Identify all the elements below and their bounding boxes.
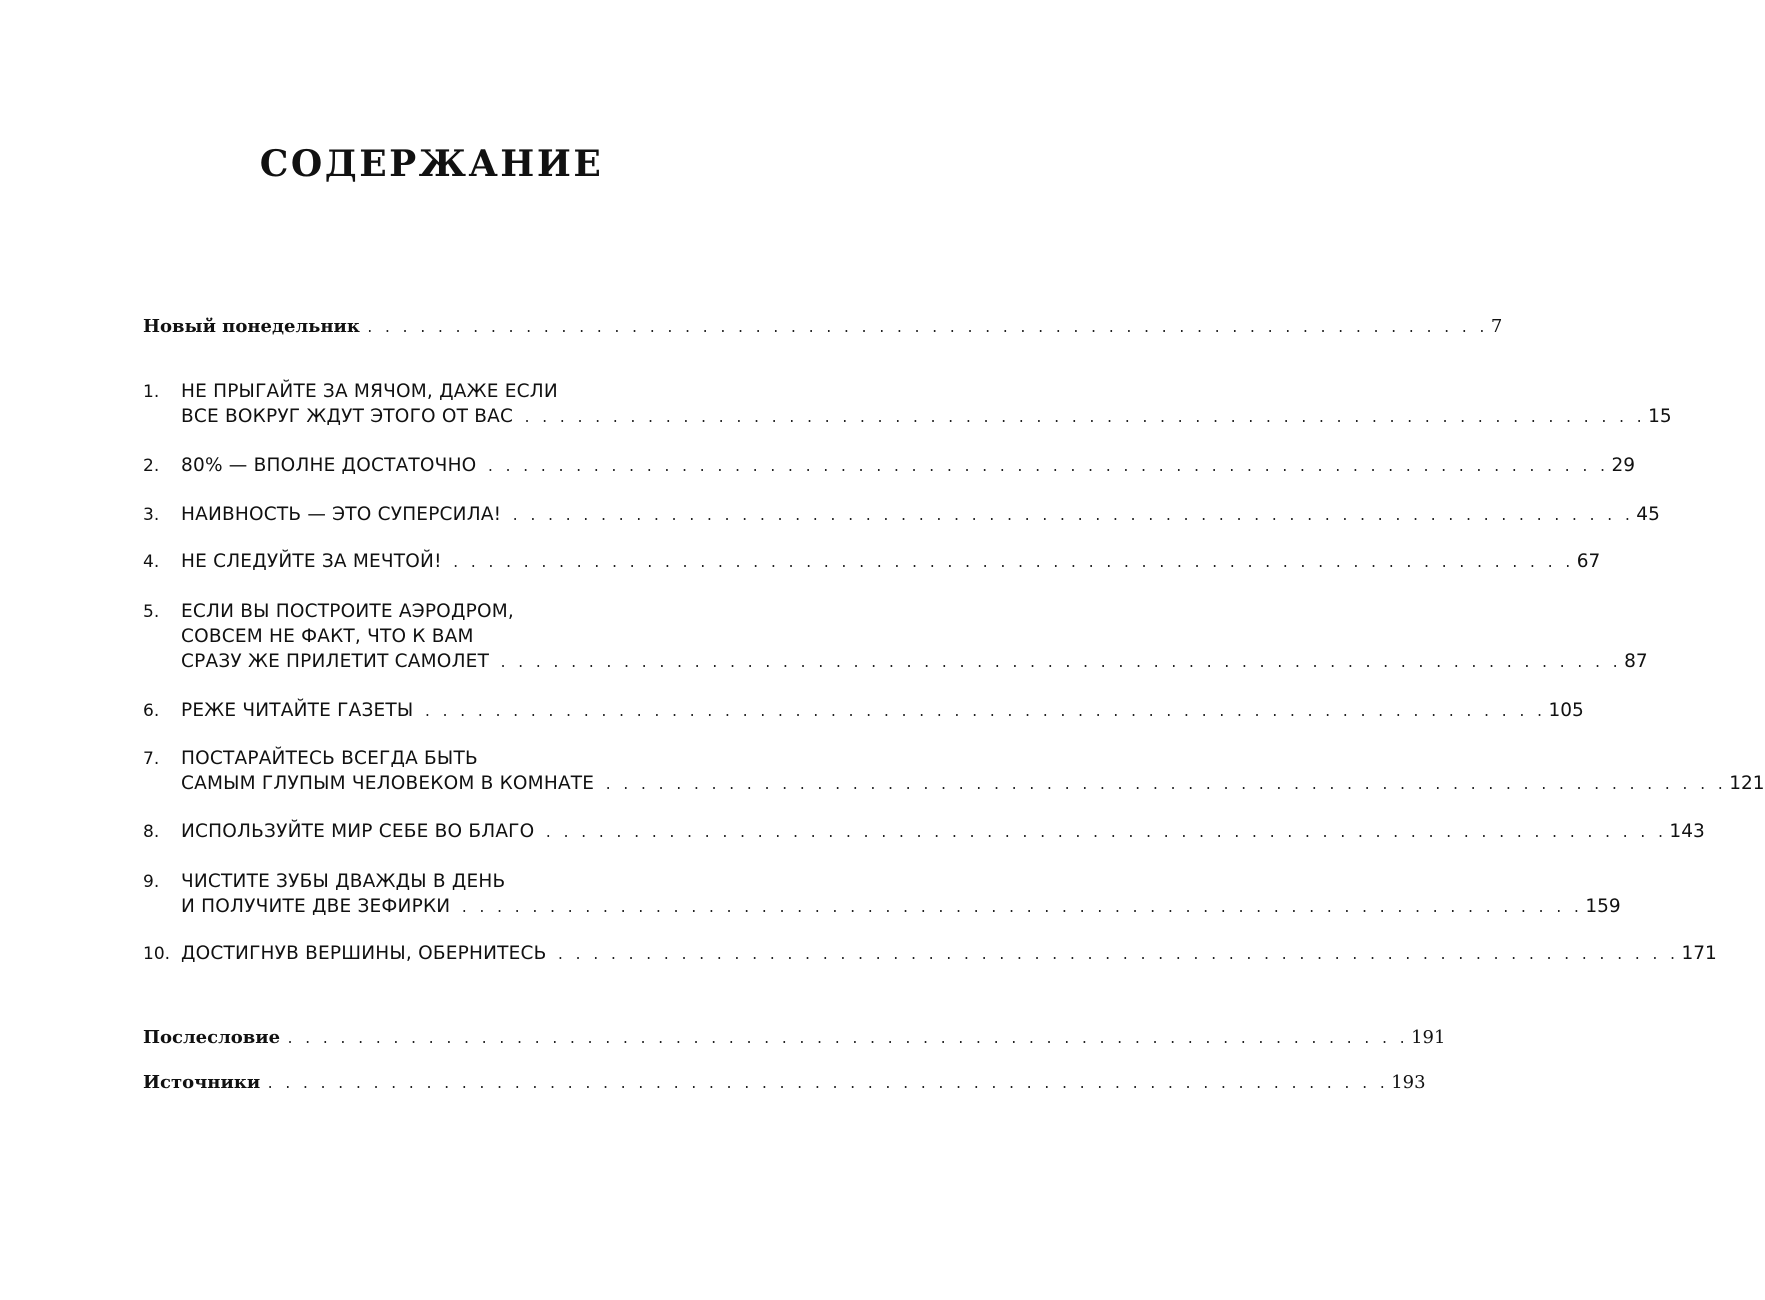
chapter-title: РЕЖЕ ЧИТАЙТЕ ГАЗЕТЫ xyxy=(181,700,414,721)
dot-leader: . . . . . . . . . . . . . . . . . . . . . . . . . . . . . . . . . . . . . . . . . . . . . . . . . . . . . . . . . . . . . . . . xyxy=(511,509,1633,524)
toc-line xyxy=(143,502,1660,527)
chapter-title: ПОСТАРАЙТЕСЬ ВСЕГДА БЫТЬ xyxy=(181,748,478,769)
dot-leader: . . . . . . . . . . . . . . . . . . . . . . . . . . . . . . . . . . . . . . . . . . . . . . . . . . . . . . . . . . . . . . . . xyxy=(486,460,1608,475)
chapter-number: 5. xyxy=(143,602,160,622)
page-number: 67 xyxy=(1576,551,1601,572)
chapter-title: НАИВНОСТЬ — ЭТО СУПЕРСИЛА! xyxy=(181,504,502,525)
chapter-title: ИСПОЛЬЗУЙТЕ МИР СЕБЕ ВО БЛАГО xyxy=(181,821,535,842)
entry-label: Новый понедельник xyxy=(143,316,360,337)
toc-entry-chapter[interactable] xyxy=(143,819,1705,844)
toc-entry-chapter[interactable] xyxy=(143,379,1672,429)
chapter-title: ВСЕ ВОКРУГ ЖДУТ ЭТОГО ОТ ВАС xyxy=(181,406,514,427)
page-title: СОДЕРЖАНИЕ xyxy=(259,143,604,185)
dot-leader: . . . . . . . . . . . . . . . . . . . . . . . . . . . . . . . . . . . . . . . . . . . . . . . . . . . . . . . . . . . . . . . . xyxy=(423,705,1545,720)
dot-leader: . . . . . . . . . . . . . . . . . . . . . . . . . . . . . . . . . . . . . . . . . . . . . . . . . . . . . . . . . . . . . . . . xyxy=(451,556,1573,571)
chapter-number: 4. xyxy=(143,552,160,572)
chapter-number: 10. xyxy=(143,944,171,964)
chapter-title: ЕСЛИ ВЫ ПОСТРОИТЕ АЭРОДРОМ, xyxy=(181,601,514,622)
toc-line xyxy=(143,941,1717,966)
toc-entry-chapter[interactable] xyxy=(143,746,1765,796)
toc-line xyxy=(143,869,713,894)
chapter-number: 1. xyxy=(143,382,160,402)
toc-line xyxy=(143,404,1672,429)
toc-line xyxy=(143,746,713,771)
chapter-number: 2. xyxy=(143,456,160,476)
dot-leader: . . . . . . . . . . . . . . . . . . . . . . . . . . . . . . . . . . . . . . . . . . . . . . . . . . . . . . . . . . . . . . . . xyxy=(523,411,1645,426)
toc-line xyxy=(143,624,713,649)
toc-line xyxy=(143,771,1765,796)
toc-line xyxy=(143,698,1584,723)
chapter-title: 80% — ВПОЛНЕ ДОСТАТОЧНО xyxy=(181,455,477,476)
chapter-title: ЧИСТИТЕ ЗУБЫ ДВАЖДЫ В ДЕНЬ xyxy=(181,871,506,892)
page-number: 191 xyxy=(1411,1027,1446,1048)
chapter-number: 3. xyxy=(143,505,160,525)
page-number: 171 xyxy=(1681,943,1717,964)
dot-leader: . . . . . . . . . . . . . . . . . . . . . . . . . . . . . . . . . . . . . . . . . . . . . . . . . . . . . . . . . . . . . . . . xyxy=(266,1077,1388,1092)
toc-entry-chapter[interactable] xyxy=(143,599,1648,674)
entry-label: Послесловие xyxy=(143,1027,281,1048)
page-number: 159 xyxy=(1585,896,1621,917)
chapter-number: 9. xyxy=(143,872,160,892)
dot-leader: . . . . . . . . . . . . . . . . . . . . . . . . . . . . . . . . . . . . . . . . . . . . . . . . . . . . . . . . . . . . . . . . xyxy=(286,1032,1408,1047)
page-number: 45 xyxy=(1636,504,1660,525)
toc-entry-chapter[interactable] xyxy=(143,869,1621,919)
toc-entry-chapter[interactable] xyxy=(143,502,1660,527)
chapter-title: НЕ ПРЫГАЙТЕ ЗА МЯЧОМ, ДАЖЕ ЕСЛИ xyxy=(181,381,558,402)
chapter-title: ДОСТИГНУВ ВЕРШИНЫ, ОБЕРНИТЕСЬ xyxy=(181,943,547,964)
toc-line xyxy=(143,549,1601,574)
chapter-title: САМЫМ ГЛУПЫМ ЧЕЛОВЕКОМ В КОМНАТЕ xyxy=(181,773,595,794)
toc-line xyxy=(143,649,1648,674)
toc-line xyxy=(143,379,713,404)
page-number: 193 xyxy=(1391,1072,1426,1093)
toc-entry-chapter[interactable] xyxy=(143,549,1601,574)
dot-leader: . . . . . . . . . . . . . . . . . . . . . . . . . . . . . . . . . . . . . . . . . . . . . . . . . . . . . . . . . . . . . . . . xyxy=(499,656,1621,671)
page-number: 105 xyxy=(1548,700,1584,721)
dot-leader: . . . . . . . . . . . . . . . . . . . . . . . . . . . . . . . . . . . . . . . . . . . . . . . . . . . . . . . . . . . . . . . . xyxy=(365,321,1487,336)
dot-leader: . . . . . . . . . . . . . . . . . . . . . . . . . . . . . . . . . . . . . . . . . . . . . . . . . . . . . . . . . . . . . . . . xyxy=(544,826,1666,841)
toc-line xyxy=(143,314,1503,339)
page-number: 121 xyxy=(1729,773,1765,794)
page-number: 87 xyxy=(1624,651,1648,672)
toc-line xyxy=(143,894,1621,919)
page-number: 7 xyxy=(1490,316,1503,337)
toc-line xyxy=(143,1025,1446,1050)
toc-entry-chapter[interactable] xyxy=(143,941,1717,966)
entry-label: Источники xyxy=(143,1072,261,1093)
chapter-number: 8. xyxy=(143,822,160,842)
toc-line xyxy=(143,819,1705,844)
chapter-title: СОВСЕМ НЕ ФАКТ, ЧТО К ВАМ xyxy=(181,626,474,647)
page-number: 15 xyxy=(1648,406,1672,427)
page-number: 29 xyxy=(1611,455,1635,476)
dot-leader: . . . . . . . . . . . . . . . . . . . . . . . . . . . . . . . . . . . . . . . . . . . . . . . . . . . . . . . . . . . . . . . . xyxy=(460,901,1582,916)
page-number: 143 xyxy=(1669,821,1705,842)
chapter-title: НЕ СЛЕДУЙТЕ ЗА МЕЧТОЙ! xyxy=(181,551,442,572)
dot-leader: . . . . . . . . . . . . . . . . . . . . . . . . . . . . . . . . . . . . . . . . . . . . . . . . . . . . . . . . . . . . . . . . xyxy=(556,948,1678,963)
toc-line xyxy=(143,453,1635,478)
dot-leader: . . . . . . . . . . . . . . . . . . . . . . . . . . . . . . . . . . . . . . . . . . . . . . . . . . . . . . . . . . . . . . . . xyxy=(604,778,1726,793)
chapter-number: 6. xyxy=(143,701,160,721)
toc-entry-afterword[interactable] xyxy=(143,1025,1446,1050)
chapter-title: СРАЗУ ЖЕ ПРИЛЕТИТ САМОЛЕТ xyxy=(181,651,490,672)
toc-entry-chapter[interactable] xyxy=(143,453,1635,478)
toc-entry-intro[interactable] xyxy=(143,314,1503,339)
chapter-title: И ПОЛУЧИТЕ ДВЕ ЗЕФИРКИ xyxy=(181,896,451,917)
chapter-number: 7. xyxy=(143,749,160,769)
toc-line xyxy=(143,599,713,624)
toc-entry-sources[interactable] xyxy=(143,1070,1426,1095)
toc-entry-chapter[interactable] xyxy=(143,698,1584,723)
toc-line xyxy=(143,1070,1426,1095)
